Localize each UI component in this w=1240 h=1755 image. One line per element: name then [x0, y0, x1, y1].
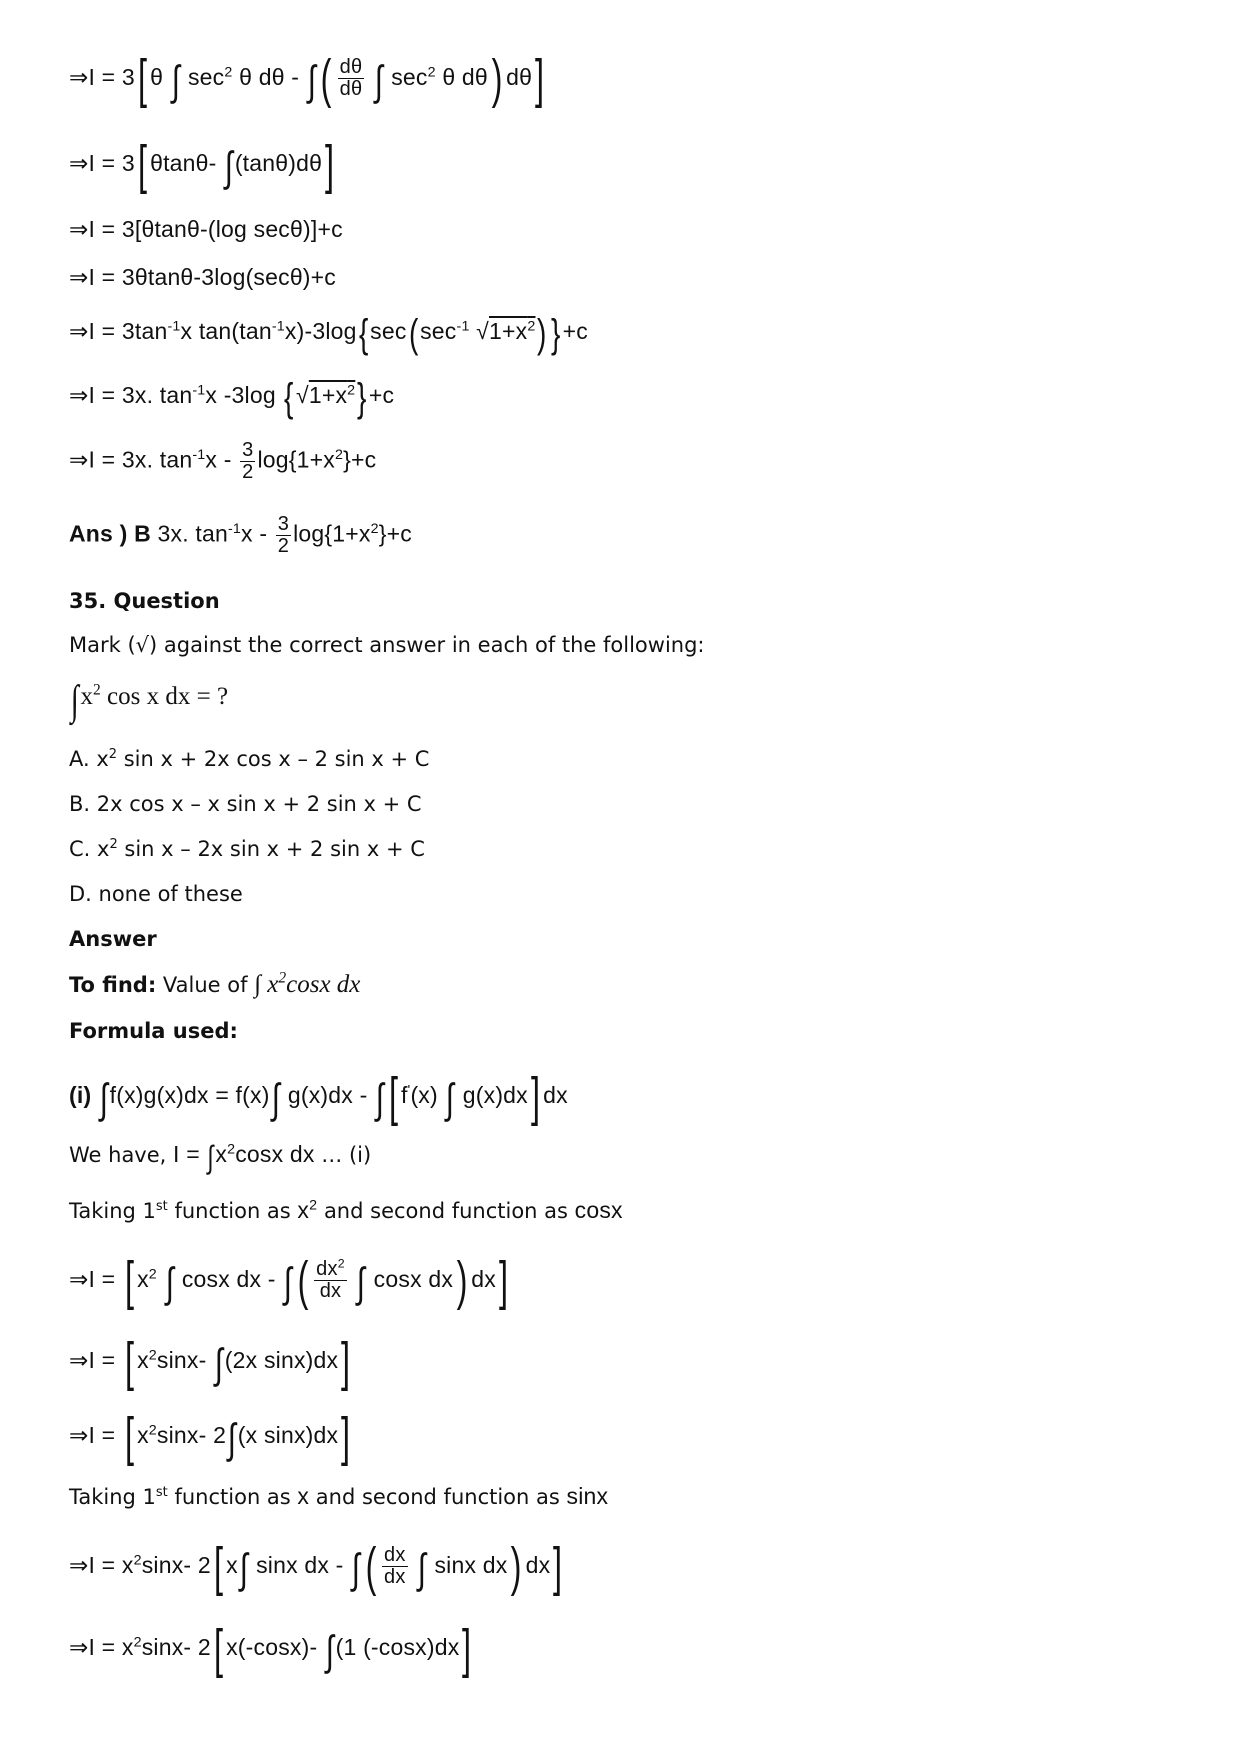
formula-heading: Formula used:: [69, 1019, 238, 1043]
we-have: We have, $I = \int x^2\cos x$ dx … (i): [69, 1139, 372, 1175]
taking-first-function-1: Taking 1st function as $x^2$ and second function as cosx: [69, 1197, 623, 1223]
fraction: $\frac{3}{2}$: [277, 513, 290, 557]
solution-step-a4: ⇒I = $x^2\sin x-$ 2[ x∫ sinx dx - ∫( $\frac{dx}{dx}$ ∫ sinx dx) dx]: [69, 1537, 563, 1597]
fraction: $\frac{3}{2}$: [242, 439, 254, 483]
solution-step-a2: ⇒I = [ $x^2\sin x-$ ∫(2x sinx)dx]: [69, 1332, 351, 1392]
solution-step-2: ⇒I = 3[ θtanθ- ∫(tanθ)dθ]: [69, 135, 335, 195]
fraction: $\frac{dx^2}{dx}$: [316, 1256, 345, 1303]
to-find: To find: Value of ∫ $x^2\cos x$ dx: [69, 969, 361, 998]
answer-heading: Answer: [69, 927, 157, 951]
option-b: B. 2x cos x – x sin x + 2 sin x + C: [69, 792, 422, 816]
solution-step-7: ⇒I = 3x. $\tan^{-1}x$ - $\frac{3}{2}$ $\log\{1+x^2\}+c$: [69, 439, 377, 483]
solution-step-3: ⇒I = 3[θtanθ-(log secθ)]+c: [69, 216, 343, 242]
fraction: $\frac{d\theta}{d\theta}$: [339, 56, 363, 101]
question-integral: $\int x^2$ cos x dx = ?: [70, 678, 229, 724]
answer-line: Ans ) B 3x. $\tan^{-1}x$ - $\frac{3}{2}$ $\log\{1+x^2\}+c$: [69, 513, 412, 557]
question-instruction: Mark (√) against the correct answer in each of the following:: [69, 633, 705, 657]
question-title: 35. Question: [69, 589, 220, 613]
taking-first-function-2: Taking 1st function as x and second function as sinx: [69, 1483, 609, 1509]
answer-label: Ans ) B: [69, 520, 151, 547]
solution-step-4: ⇒I = 3θtanθ-3log(secθ)+c: [69, 264, 336, 290]
solution-step-a5: ⇒I = $x^2\sin x-$ 2[ x(-cosx)- ∫(1 (-cosx)dx]: [69, 1619, 472, 1679]
solution-step-6: ⇒I = 3x. $\tan^{-1}x$ -3log $\{√1+x^2\}+c$: [69, 376, 395, 420]
option-d: D. none of these: [69, 882, 243, 906]
option-c: C. $x^2$ sin x – 2x sin x + 2 sin x + C: [69, 837, 425, 861]
solution-step-5: ⇒I = $3\tan^{-1}x$ $\tan(\tan^{-1}x)-3\log\{\sec(\sec^{-1}$ $√1+x^2$) }+c: [69, 312, 588, 356]
solution-step-a1: ⇒I = [ $x^2$ ∫ cosx dx - ∫( $\frac{dx^2}{dx}$ ∫ cosx dx) dx]: [69, 1251, 509, 1311]
solution-step-1: ⇒I = 3[ θ ∫ $\sec^2 \theta$ dθ - ∫( $\frac{d\theta}{d\theta}$ ∫ $\sec^2 \theta$ dθ) dθ]: [69, 49, 545, 109]
option-a: A. $x^2$ sin x + 2x cos x – 2 sin x + C: [69, 747, 430, 771]
fraction: $\frac{dx}{dx}$: [384, 1544, 406, 1589]
formula-i: (i) ∫f(x)g(x)dx = f(x)∫ g(x)dx - ∫[ f'(x) ∫ g(x)dx] dx: [69, 1067, 568, 1127]
solution-step-a3: ⇒I = [ $x^2\sin x-$ 2∫(x sinx)dx]: [69, 1407, 351, 1467]
